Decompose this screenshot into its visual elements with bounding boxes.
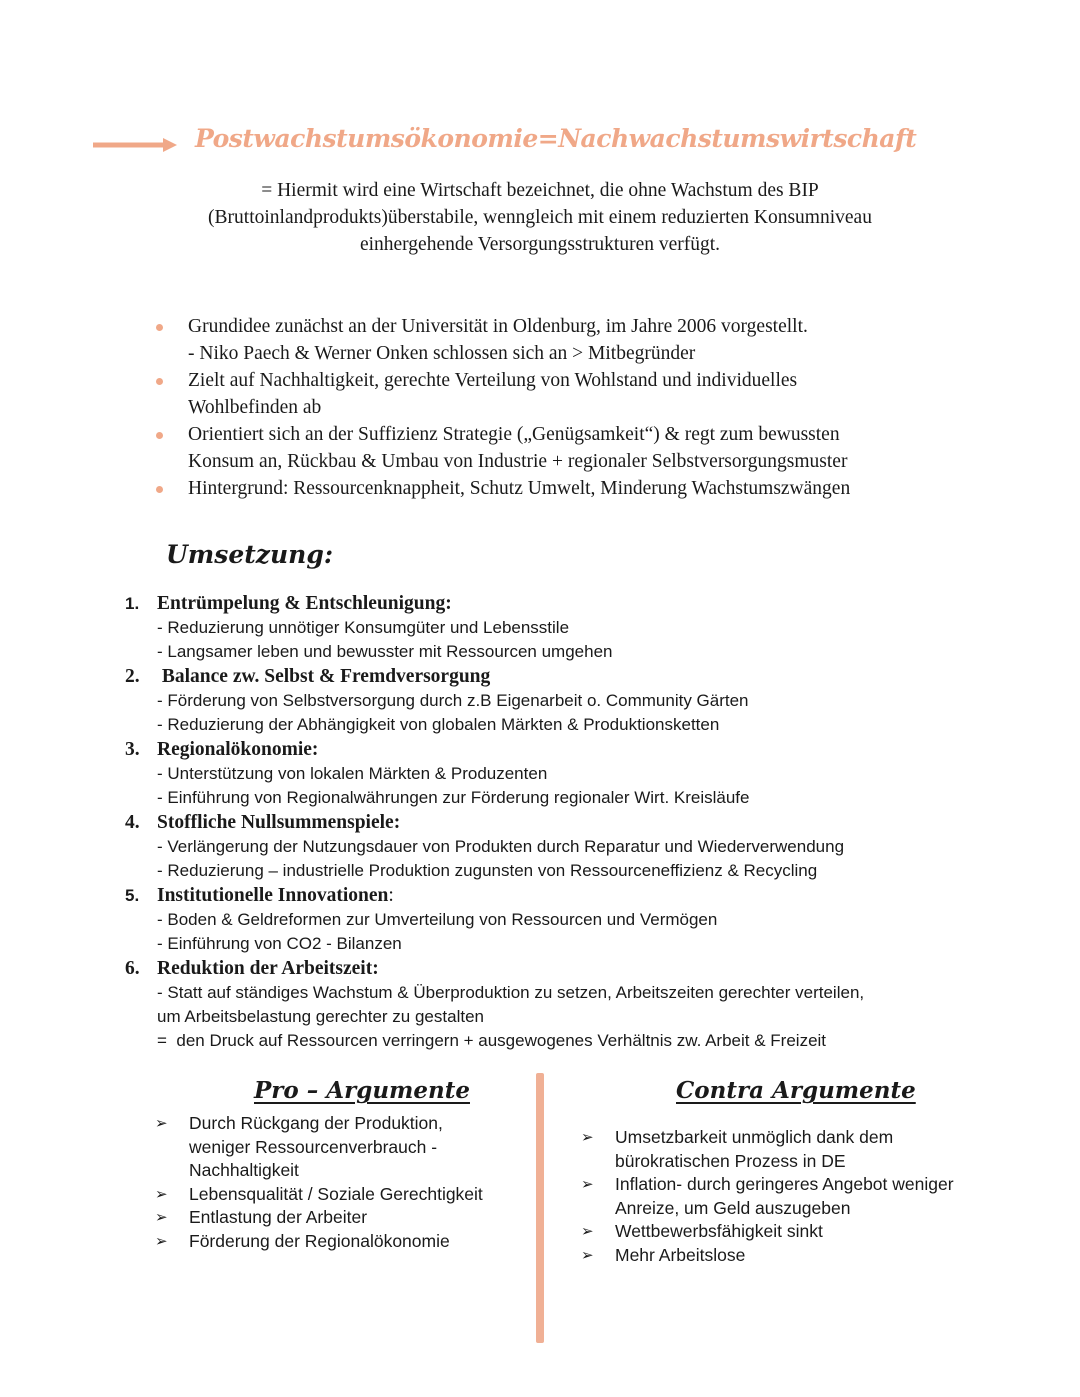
- bullet-line: Orientiert sich an der Suffizienz Strategie („Genügsamkeit“) & regt zum bewussten: [188, 424, 840, 445]
- contra-heading: Contra Argumente: [676, 1077, 916, 1104]
- pro-list: [155, 1112, 525, 1253]
- arrowhead-bullet-icon: ➢: [155, 1185, 168, 1203]
- bullet-line: Zielt auf Nachhaltigkeit, gerechte Verteilung von Wohlstand und individuelles: [188, 370, 798, 391]
- step-line: um Arbeitsbelastung gerechter zu gestalten: [157, 1007, 484, 1026]
- step-line: - Statt auf ständiges Wachstum & Überproduktion zu setzen, Arbeitszeiten gerechter verteilen,: [157, 983, 865, 1002]
- definition-line: = Hiermit wird eine Wirtschaft bezeichnet, die ohne Wachstum des BIP: [261, 180, 819, 201]
- pro-item: [155, 1230, 525, 1254]
- bullet-line: Konsum an, Rückbau & Umbau von Industrie + regionaler Selbstversorgungsmuster: [188, 451, 848, 472]
- pro-line: weniger Ressourcenverbrauch -: [189, 1136, 438, 1157]
- bullet-dot-icon: [156, 432, 163, 439]
- step-line: - Einführung von CO2 - Bilanzen: [157, 934, 402, 953]
- contra-line: Wettbewerbsfähigkeit sinkt: [615, 1221, 823, 1241]
- contra-line: bürokratischen Prozess in DE: [615, 1150, 846, 1171]
- step-line: - Reduzierung – industrielle Produktion zugunsten von Ressourceneffizienz & Recycling: [157, 861, 818, 880]
- step-heading-text: Institutionelle Innovationen: [157, 885, 389, 906]
- step-line: - Langsamer leben und bewusster mit Ressourcen umgehen: [157, 642, 613, 661]
- step-item: [122, 810, 982, 883]
- step-item: [122, 664, 982, 737]
- bullet-dot-icon: [156, 324, 163, 331]
- contra-line: Inflation- durch geringeres Angebot weniger: [615, 1174, 954, 1194]
- bullet-item: [150, 421, 950, 475]
- definition: [150, 177, 930, 258]
- bullet-dot-icon: [156, 486, 163, 493]
- pro-heading: Pro – Argumente: [254, 1077, 470, 1104]
- step-number: 1.: [125, 594, 140, 613]
- step-item: [122, 737, 982, 810]
- step-number: 3.: [125, 739, 140, 760]
- bullet-item: [150, 313, 950, 367]
- step-heading: Stoffliche Nullsummenspiele:: [157, 812, 401, 833]
- bullet-dot-icon: [156, 378, 163, 385]
- pro-line: Entlastung der Arbeiter: [189, 1207, 368, 1227]
- step-line: - Verlängerung der Nutzungsdauer von Produkten durch Reparatur und Wiederverwendung: [157, 837, 845, 856]
- step-heading: Regionalökonomie:: [157, 739, 319, 760]
- step-line: - Einführung von Regionalwährungen zur Förderung regionaler Wirt. Kreisläufe: [157, 788, 750, 807]
- step-heading: Entrümpelung & Entschleunigung:: [157, 593, 452, 614]
- contra-item: [581, 1244, 1011, 1268]
- arrowhead-bullet-icon: ➢: [155, 1209, 168, 1226]
- bullet-line: Wohlbefinden ab: [188, 397, 322, 418]
- step-line: - Reduzierung der Abhängigkeit von globalen Märkten & Produktionsketten: [157, 715, 720, 734]
- contra-item: [581, 1126, 1011, 1173]
- pro-line: Durch Rückgang der Produktion,: [189, 1113, 443, 1133]
- column-divider: [536, 1073, 544, 1343]
- step-heading: Reduktion der Arbeitszeit:: [157, 958, 379, 979]
- contra-item: [581, 1220, 1011, 1244]
- pro-item: [155, 1112, 525, 1183]
- bullet-line: Grundidee zunächst an der Universität in Oldenburg, im Jahre 2006 vorgestellt.: [188, 316, 808, 337]
- bullet-item: [150, 475, 950, 502]
- step-item: [122, 956, 982, 1053]
- step-line: - Förderung von Selbstversorgung durch z.B Eigenarbeit o. Community Gärten: [157, 691, 749, 710]
- bullet-line: Hintergrund: Ressourcenknappheit, Schutz Umwelt, Minderung Wachstumszwängen: [188, 478, 851, 499]
- section-heading-umsetzung: Umsetzung:: [166, 540, 334, 569]
- pro-line: Förderung der Regionalökonomie: [189, 1230, 450, 1251]
- pro-item: [155, 1206, 525, 1230]
- bullet-line: - Niko Paech & Werner Onken schlossen sich an > Mitbegründer: [188, 343, 696, 364]
- contra-line: Umsetzbarkeit unmöglich dank dem: [615, 1127, 894, 1147]
- step-heading: [157, 883, 982, 908]
- step-number: 5.: [125, 886, 140, 905]
- definition-line: (Bruttoinlandprodukts)überstabile, wenngleich mit einem reduzierten Konsumniveau: [208, 207, 872, 228]
- step-line: - Reduzierung unnötiger Konsumgüter und Lebensstile: [157, 618, 570, 637]
- contra-line: Mehr Arbeitslose: [615, 1244, 746, 1265]
- bullet-list: [150, 313, 950, 502]
- arrowhead-bullet-icon: ➢: [155, 1115, 168, 1132]
- arrowhead-bullet-icon: ➢: [581, 1129, 594, 1146]
- steps-list: [122, 591, 982, 1053]
- page-title: Postwachstumsökonomie=Nachwachstumswirtschaft: [195, 124, 917, 153]
- bullet-item: [150, 367, 950, 421]
- contra-list: [581, 1126, 1011, 1267]
- step-line: - Boden & Geldreformen zur Umverteilung von Ressourcen und Vermögen: [157, 910, 718, 929]
- step-number: 4.: [125, 812, 140, 833]
- pro-line: Nachhaltigkeit: [189, 1160, 299, 1180]
- arrowhead-bullet-icon: ➢: [581, 1223, 594, 1240]
- step-line: - Unterstützung von lokalen Märkten & Produzenten: [157, 764, 548, 783]
- step-item: [122, 883, 982, 956]
- step-line: = den Druck auf Ressourcen verringern + ausgewogenes Verhältnis zw. Arbeit & Freizeit: [157, 1031, 827, 1050]
- arrowhead-bullet-icon: ➢: [155, 1232, 168, 1250]
- step-number: 2.: [125, 666, 140, 687]
- step-item: [122, 591, 982, 664]
- step-number: 6.: [125, 958, 140, 979]
- arrow-right-icon: [93, 134, 179, 156]
- contra-item: [581, 1173, 1011, 1220]
- step-heading-colon: :: [388, 885, 394, 906]
- definition-line: einhergehende Versorgungsstrukturen verfügt.: [359, 234, 721, 255]
- step-heading: Balance zw. Selbst & Fremdversorgung: [157, 666, 491, 687]
- arrowhead-bullet-icon: ➢: [581, 1246, 594, 1264]
- arrowhead-bullet-icon: ➢: [581, 1176, 594, 1193]
- pro-item: [155, 1183, 525, 1207]
- contra-line: Anreize, um Geld auszugeben: [615, 1197, 851, 1218]
- pro-line: Lebensqualität / Soziale Gerechtigkeit: [189, 1183, 483, 1204]
